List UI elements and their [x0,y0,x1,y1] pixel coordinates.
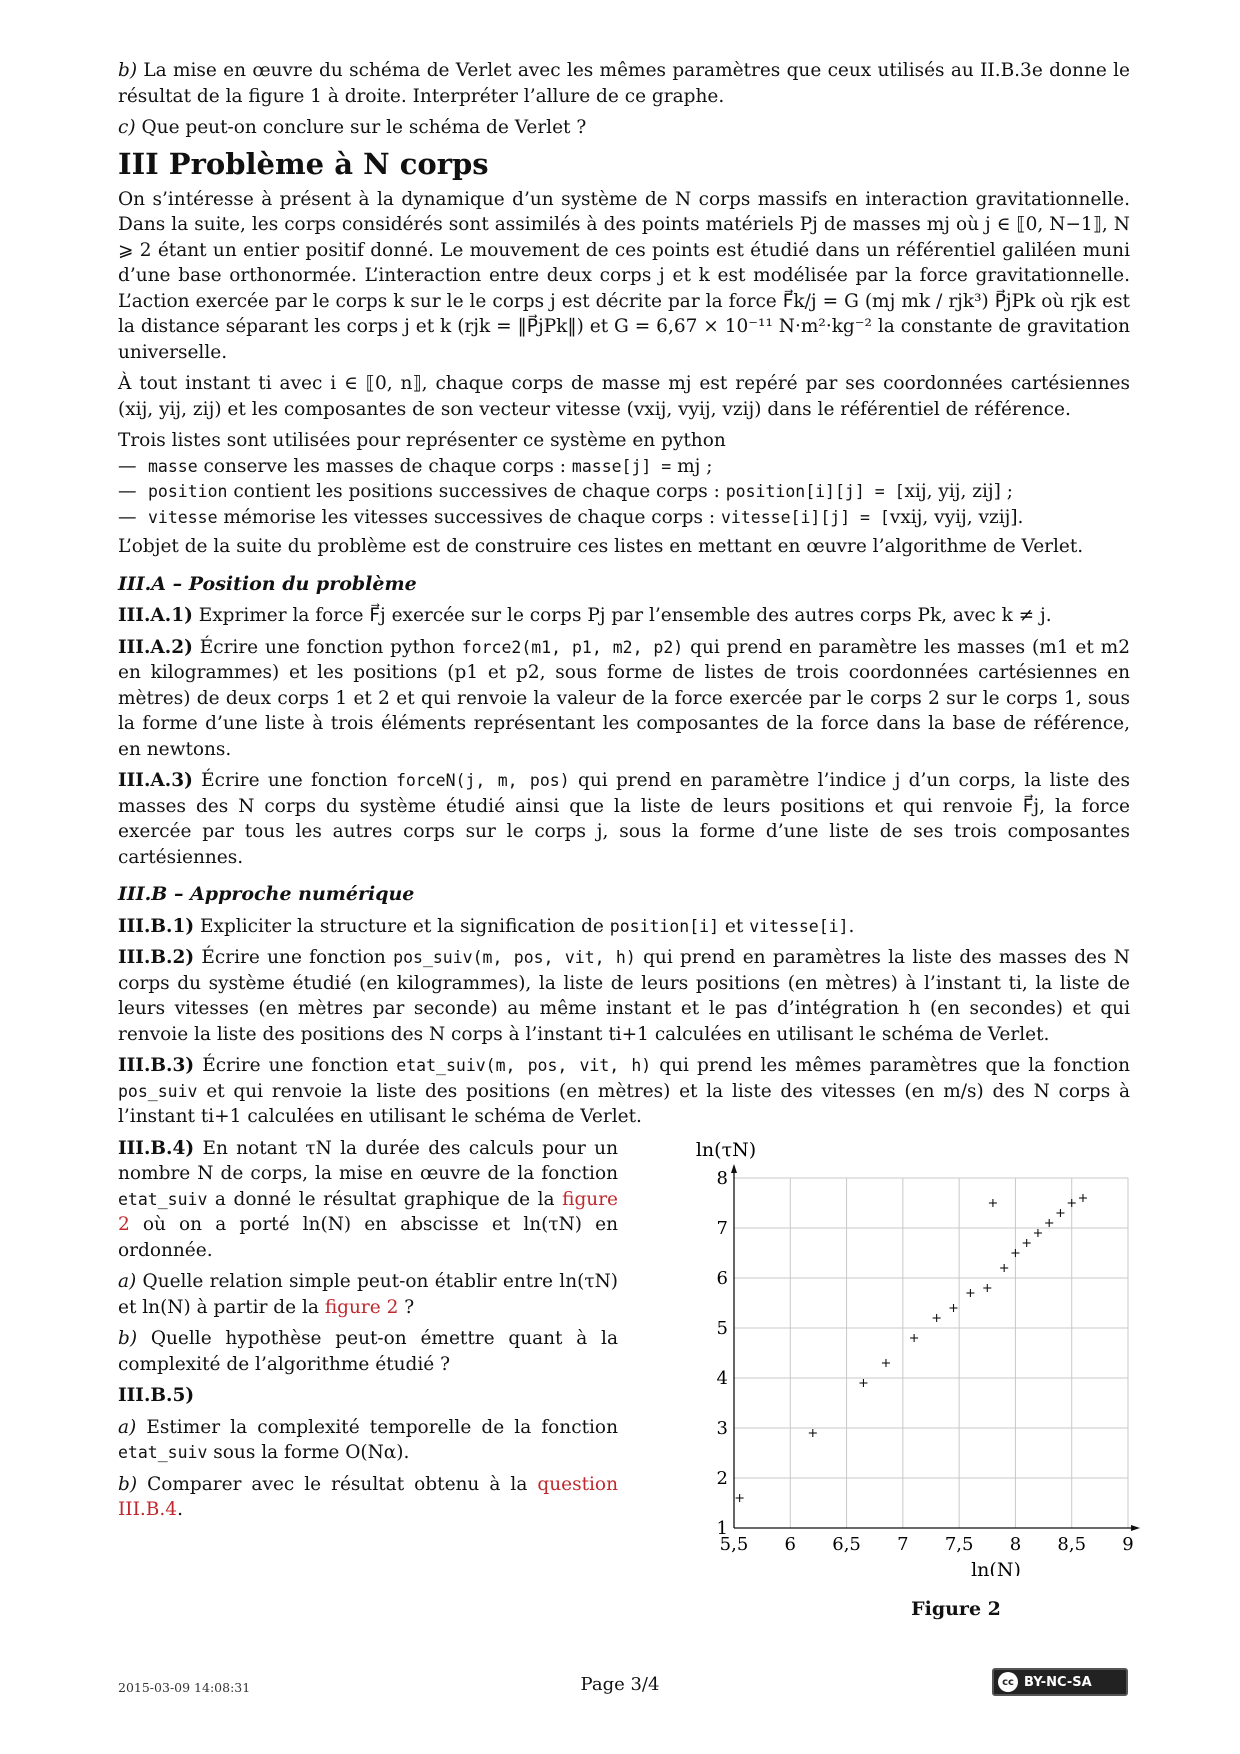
data-point [910,1334,918,1342]
y-axis-label: ln(τN) [695,1138,757,1161]
code-etat-suiv-ref: etat_suiv [118,1443,208,1462]
question-text: Expliciter la structure et la signification de [200,915,610,937]
code-forceN: forceN(j, m, pos) [395,771,570,790]
figure-2 [666,1136,1186,1636]
text-b: La mise en œuvre du schéma de Verlet avec les mêmes paramètres que ceux utilisés au II.B.3e donne le résultat de la figure 1 à droite. Interpréter l’allure de ce graphe. [118,60,1130,107]
section-title: III Problème à N corps [118,146,489,181]
y-tick-label: 3 [716,1417,728,1439]
y-axis-arrow [731,1164,737,1173]
section-paragraph-1: On s’intéresse à présent à la dynamique d’un système de N corps massifs en interaction gravitationnelle. Dans la suite, les corps considérés sont assimilés à des points matériels Pj de masses mj où j ∈ ⟦0, N−1⟧, N ⩾ 2 étant un entier positif donné. Le mouvement de ces points est étudié dans un référentiel galiléen muni d’une base orthonormée. L’interaction entre deux corps j et k est modélisée par la force gravitationnelle. L’action exercée par le corps k sur le le corps j est décrite par la force F⃗k/j = G (mj mk / rjk³) P⃗jPk où rjk est la distance séparant les corps j et k (rjk = ‖P⃗jPk‖) et G = 6,67 × 10⁻¹¹ N·m²·kg⁻² la constante de gravitation universelle. [118,188,1130,363]
question-b [118,58,1130,109]
sub-label: a) [118,1416,137,1438]
x-tick-label: 7 [897,1533,909,1555]
question-text: où on a porté ln(N) en abscisse et ln(τN) en ordonnée. [118,1214,618,1261]
data-point [983,1284,991,1292]
question-text: qui prend les mêmes paramètres que la fonction [651,1055,1130,1076]
figure-2-link[interactable]: figure 2 [324,1296,399,1318]
question-label: III.B.5) [118,1385,195,1406]
footer-timestamp: 2015-03-09 14:08:31 [118,1680,251,1695]
question-text: Écrire une fonction [201,947,394,968]
data-point [1056,1209,1064,1217]
question-label: III.B.1) [118,915,195,937]
chart-axes [731,1164,1140,1531]
chart-ticks [717,1168,1134,1555]
code-etat-suiv: etat_suiv(m, pos, vit, h) [396,1056,652,1075]
left-column [118,1136,618,1529]
data-point [859,1379,867,1387]
footer-page-number: Page 3/4 [580,1674,660,1695]
question-text: Quelle relation simple peut-on établir entre ln(τN) et ln(N) à partir de la [118,1271,618,1318]
code-vitesse-i: vitesse[i] [749,916,849,936]
question-label: III.A.1) [118,605,193,626]
code-position: position [148,482,228,501]
chart-points [736,1194,1087,1502]
data-point [966,1289,974,1297]
x-tick-label: 6 [784,1533,797,1555]
data-point [1011,1249,1019,1257]
x-tick-label: 9 [1122,1533,1134,1555]
page-content [118,58,1134,1636]
question-III-B-5-a [118,1415,618,1466]
question-text: Écrire une fonction [201,770,396,791]
list-item [118,479,1130,505]
data-point [1079,1194,1087,1202]
code-pos-suiv: pos_suiv(m, pos, vit, h) [393,948,636,967]
figure-2-link[interactable]: figure 2 [118,1188,618,1235]
x-tick-label: 6,5 [832,1533,861,1555]
question-text: ? [398,1296,415,1318]
question-III-B-2 [118,945,1130,1047]
data-point [950,1304,958,1312]
section-paragraph-4: L’objet de la suite du problème est de construire ces listes en mettant en œuvre l’algorithme de Verlet. [118,536,1084,557]
scatter-chart [666,1136,1186,1576]
question-text: Estimer la complexité temporelle de la fonction [146,1416,618,1438]
cc-icon: cc [998,1672,1018,1692]
y-tick-label: 6 [716,1267,728,1289]
question-text: et [719,915,750,937]
question-text: . [177,1499,183,1520]
x-tick-label: 7,5 [944,1533,974,1555]
list-text: mémorise les vitesses successives de chaque corps : [217,506,721,528]
sub-label: b) [118,1473,138,1495]
question-label: III.A.2) [118,636,193,658]
question-III-B-4-link[interactable]: question III.B.4 [118,1473,618,1520]
question-III-B-5 [118,1383,618,1409]
question-III-A-1 [118,603,1130,629]
y-tick-label: 7 [716,1217,728,1239]
data-point [736,1494,744,1502]
data-point [1034,1229,1042,1237]
list-text: contient les positions successives de chaque corps : [227,481,726,502]
part-b-title: III.B – Approche numérique [118,883,415,905]
question-text: . [848,915,855,937]
question-label: III.B.3) [118,1055,195,1076]
code-position-i: position[i] [609,916,720,936]
list-item [118,454,1130,480]
x-tick-label: 5,5 [719,1533,749,1555]
part-a-title: III.A – Position du problème [118,572,417,595]
question-III-B-3 [118,1053,1130,1130]
question-III-B-4-a [118,1269,618,1320]
question-c [118,115,1130,141]
data-point [933,1314,941,1322]
question-label: III.B.2) [118,947,195,968]
x-axis-label: ln(N) [971,1558,1021,1576]
question-text: Écrire une fonction [202,1055,397,1076]
question-III-A-2 [118,635,1130,763]
data-point [1000,1264,1008,1272]
question-III-B-4 [118,1136,618,1264]
license-text: BY-NC-SA [1024,1674,1092,1690]
question-text: et qui renvoie la liste des positions (en mètres) et la liste des vitesses (en m/s) des N corps à l’instant ti+1 calculées en utilisant le schéma de Verlet. [118,1080,1130,1127]
question-III-B-1 [118,914,1130,940]
code-position-ij: position[i][j] = [ [725,482,905,501]
code-masse-j: masse[j] = [571,456,672,476]
label-b: b) [118,60,138,81]
question-text: qui prend en paramètre les masses (m1 et m2 en kilogrammes) et les positions (p1 et p2, sous forme de listes de trois coordonnées cartésiennes en mètres) de deux corps 1 et 2 et qui renvoie la valeur de la force exercée par le corps 2 sur le corps 1, sous la forme d’une liste à trois éléments représentant les composantes de la force dans la base de référence, en newtons. [118,636,1130,760]
y-tick-label: 1 [716,1517,728,1539]
question-text: En notant τN la durée des calculs pour un nombre N de corps, la mise en œuvre de la fonction [118,1137,618,1184]
question-text: sous la forme O(Nα). [207,1442,410,1463]
code-vitesse: vitesse [148,507,218,527]
sub-label: b) [118,1328,138,1349]
y-tick-label: 8 [716,1167,728,1189]
question-III-B-4-b [118,1326,618,1377]
question-text: qui prend en paramètres la liste des masses des N corps du système étudié (en kilogrammes), la liste de leurs positions (en mètres) à l’instant ti, la liste de leurs vitesses (en mètres par seconde) au même instant et le pas d’intégration h (en secondes) et qui renvoie la liste des positions des N corps à l’instant ti+1 calculées en utilisant le schéma de Verlet. [118,947,1130,1045]
code-force2: force2(m1, p1, m2, p2) [461,637,684,657]
code-masse: masse [148,456,198,476]
list-item [118,505,1130,531]
data-point [1045,1219,1053,1227]
question-label: III.B.4) [118,1137,195,1159]
code-pos-suiv-ref: pos_suiv [118,1081,198,1101]
code-vitesse-ij: vitesse[i][j] = [ [720,507,890,527]
chart-grid [734,1178,1128,1528]
section-paragraph-2: À tout instant ti avec i ∈ ⟦0, n⟧, chaque corps de masse mj est repéré par ses coordonnées cartésiennes (xij, yij, zij) et les composantes de son vecteur vitesse (vxij, vyij, vzij) dans le référentiel de référence. [118,373,1130,420]
text-c: Que peut-on conclure sur le schéma de Verlet ? [141,117,587,138]
question-text: qui prend en paramètre l’indice j d’un corps, la liste des masses des N corps du système étudié ainsi que la liste de leurs positions et qui renvoie F⃗j, la force exercée par tous les autres corps sur le corps j, sous la forme d’une liste de ses trois composantes cartésiennes. [118,770,1130,868]
question-text: Exprimer la force F⃗j exercée sur le corps Pj par l’ensemble des autres corps Pk, avec k ≠ j. [198,605,1052,626]
two-column-block [118,1136,1134,1636]
y-tick-label: 5 [716,1317,728,1339]
list-tail: xij, yij, zij] ; [904,481,1013,502]
data-point [989,1199,997,1207]
data-point [809,1429,817,1437]
code-etat-suiv-ref: etat_suiv [118,1189,208,1209]
list-descriptions [118,454,1130,531]
figure-caption: Figure 2 [911,1598,1001,1620]
question-text: Comparer avec le résultat obtenu à la [147,1473,538,1495]
question-text: Écrire une fonction python [199,636,462,658]
question-label: III.A.3) [118,770,193,791]
label-c: c) [118,117,136,138]
question-III-A-3 [118,768,1130,870]
list-tail: vxij, vyij, vzij]. [889,506,1024,528]
data-point [1023,1239,1031,1247]
x-tick-label: 8 [1009,1533,1022,1555]
y-tick-label: 4 [716,1367,728,1389]
list-tail: mj ; [671,455,713,477]
section-paragraph-3: Trois listes sont utilisées pour représenter ce système en python [118,430,726,451]
x-axis-arrow [1131,1525,1140,1531]
question-text: a donné le résultat graphique de la [207,1188,563,1210]
list-text: conserve les masses de chaque corps : [197,455,572,477]
sub-label: a) [118,1271,137,1292]
question-III-B-5-b [118,1472,618,1523]
question-text: Quelle hypothèse peut-on émettre quant à la complexité de l’algorithme étudié ? [118,1328,618,1375]
license-badge [992,1668,1128,1696]
data-point [1068,1199,1076,1207]
data-point [882,1359,890,1367]
x-tick-label: 8,5 [1057,1533,1087,1555]
y-tick-label: 2 [716,1467,728,1489]
